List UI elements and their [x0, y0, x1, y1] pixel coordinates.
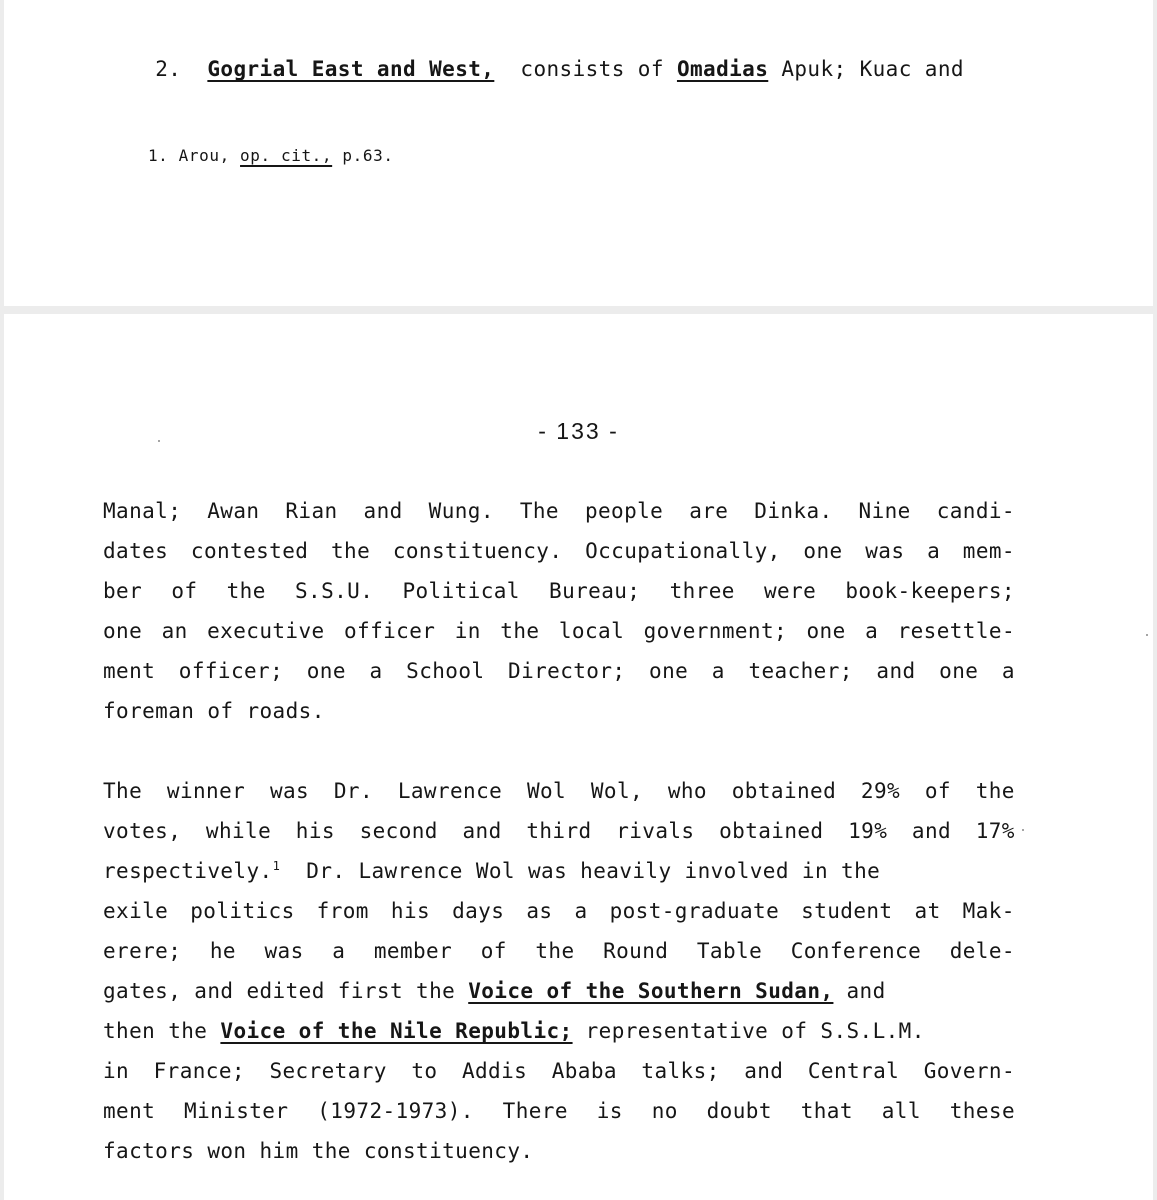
- word: the: [500, 619, 540, 643]
- word: third: [526, 819, 592, 843]
- paragraph-line: factors won him the constituency.: [103, 1139, 534, 1163]
- word: three: [669, 579, 735, 603]
- word: a: [711, 659, 725, 683]
- word: his: [390, 899, 431, 923]
- word: Dinka.: [754, 499, 833, 523]
- paragraph-line: then the Voice of the Nile Republic; representative of S.S.L.M.: [103, 1019, 925, 1043]
- footnote: 1. Arou, op. cit., p.63.: [147, 146, 394, 165]
- word: one: [803, 539, 843, 563]
- word: talks;: [641, 1059, 720, 1083]
- word: There: [502, 1099, 568, 1123]
- word: S.S.U.: [294, 579, 374, 603]
- word: Lawrence: [397, 779, 503, 803]
- word: Round: [603, 939, 669, 963]
- word: 29%: [860, 779, 901, 803]
- word: Table: [696, 939, 763, 963]
- word: resettle-: [897, 619, 1015, 643]
- word: one: [306, 659, 346, 683]
- word: a: [865, 619, 879, 643]
- word: Wol: [526, 779, 567, 803]
- word: officer: [343, 619, 436, 643]
- paragraph-line: [103, 1098, 1015, 1124]
- item-title: Gogrial East and West,: [207, 57, 495, 81]
- paragraph-line: [103, 618, 1015, 644]
- scan-speck: [1022, 829, 1024, 831]
- word: dele-: [949, 939, 1015, 963]
- word: government;: [643, 619, 788, 643]
- word: The: [519, 499, 559, 523]
- word: of: [480, 939, 507, 963]
- word: executive: [207, 619, 325, 643]
- word: one: [806, 619, 846, 643]
- paragraph-line: [103, 578, 1015, 604]
- word: one: [649, 659, 689, 683]
- word: post-graduate: [609, 899, 780, 923]
- word: as: [526, 899, 553, 923]
- word: that: [800, 1099, 853, 1123]
- word: obtained: [719, 819, 824, 843]
- item-number: 2.: [155, 57, 182, 81]
- word: and: [462, 819, 502, 843]
- word: was: [264, 939, 304, 963]
- word: while: [205, 819, 272, 843]
- word: the: [535, 939, 575, 963]
- word: from: [316, 899, 369, 923]
- title-voice-nile-republic: Voice of the Nile Republic;: [220, 1019, 573, 1043]
- word: people: [584, 499, 664, 523]
- word: the: [975, 779, 1015, 803]
- word: ment: [103, 1099, 156, 1123]
- word: a: [927, 539, 941, 563]
- paragraph-line: foreman of roads.: [103, 699, 325, 723]
- word: constituency.: [392, 539, 563, 563]
- word: 19%: [848, 819, 888, 843]
- word: at: [914, 899, 941, 923]
- paragraph-line: respectively.$^1$ Dr. Lawrence Wol was heavily involved in the: [103, 859, 881, 883]
- word: to: [411, 1059, 438, 1083]
- word: a: [1001, 659, 1015, 683]
- paragraph-line: [103, 778, 1015, 804]
- page-number: - 133 -: [538, 418, 619, 444]
- word: his: [295, 819, 335, 843]
- word: Govern-: [923, 1059, 1015, 1083]
- word: were: [763, 579, 817, 603]
- word: one: [939, 659, 979, 683]
- word: these: [949, 1099, 1015, 1123]
- word: no: [651, 1099, 678, 1123]
- word: Dr.: [333, 779, 374, 803]
- word: was: [865, 539, 905, 563]
- word: and: [363, 499, 403, 523]
- word: a: [369, 659, 383, 683]
- word: who: [667, 779, 707, 803]
- word: School: [406, 659, 485, 683]
- word: all: [881, 1099, 921, 1123]
- word: The: [103, 779, 143, 803]
- footnote-ref: 1: [272, 859, 281, 873]
- word: in: [103, 1059, 130, 1083]
- word: a: [332, 939, 346, 963]
- word: one: [103, 619, 143, 643]
- word: Secretary: [269, 1059, 387, 1083]
- word: France;: [153, 1059, 245, 1083]
- word: a: [574, 899, 588, 923]
- word: Mak-: [962, 899, 1015, 923]
- word: Nine: [858, 499, 911, 523]
- word: teacher;: [748, 659, 853, 683]
- word: Awan: [207, 499, 260, 523]
- word: votes,: [103, 819, 182, 843]
- word: politics: [190, 899, 295, 923]
- word: contested: [190, 539, 309, 563]
- word: mem-: [962, 539, 1015, 563]
- word: Rian: [285, 499, 338, 523]
- word: the: [226, 579, 266, 603]
- word: student: [801, 899, 893, 923]
- word: exile: [103, 899, 169, 923]
- word: officer;: [178, 659, 284, 683]
- word: obtained: [731, 779, 837, 803]
- word: Political: [402, 579, 520, 603]
- item-text: consists of: [520, 57, 664, 81]
- word: Director;: [508, 659, 626, 683]
- item-text: Apuk; Kuac and: [781, 57, 964, 81]
- word: Wol,: [590, 779, 644, 803]
- word: Ababa: [551, 1059, 617, 1083]
- word: Occupationally,: [585, 539, 781, 563]
- word: and: [744, 1059, 784, 1083]
- word: and: [876, 659, 916, 683]
- word: an: [161, 619, 188, 643]
- word: of: [924, 779, 951, 803]
- page-bottom: [4, 314, 1153, 1200]
- word: candi-: [936, 499, 1015, 523]
- word: doubt: [706, 1099, 772, 1123]
- word: ment: [103, 659, 156, 683]
- word: 17%: [975, 819, 1015, 843]
- page-top: [4, 0, 1153, 306]
- word: (1972-1973).: [317, 1099, 474, 1123]
- paragraph-line: [103, 898, 1015, 924]
- word: and: [911, 819, 952, 843]
- footnote-term: op. cit.,: [240, 146, 333, 165]
- word: days: [452, 899, 505, 923]
- title-voice-southern-sudan: Voice of the Southern Sudan,: [468, 979, 834, 1003]
- scan-speck: [1146, 634, 1148, 636]
- word: Bureau;: [549, 579, 641, 603]
- word: erere;: [103, 939, 182, 963]
- paragraph-line: [103, 538, 1015, 564]
- word: in: [454, 619, 481, 643]
- word: Addis: [461, 1059, 528, 1083]
- item-term: Omadias: [676, 57, 769, 81]
- word: Minister: [184, 1099, 289, 1123]
- paragraph-line: [103, 658, 1015, 684]
- word: the: [330, 539, 371, 563]
- word: he: [209, 939, 236, 963]
- word: winner: [166, 779, 246, 803]
- list-item-gogrial: [103, 30, 1015, 108]
- paragraph-line: gates, and edited first the Voice of the Southern Sudan, and: [103, 979, 886, 1003]
- paragraph-line: [103, 498, 1015, 524]
- word: Manal;: [103, 499, 182, 523]
- word: Central: [807, 1059, 900, 1083]
- word: was: [269, 779, 310, 803]
- word: dates: [103, 539, 169, 563]
- word: book-keepers;: [845, 579, 1015, 603]
- word: Conference: [790, 939, 922, 963]
- paragraph-line: [103, 938, 1015, 964]
- word: second: [359, 819, 438, 843]
- paragraph-line: [103, 818, 1015, 844]
- scan-speck: [158, 440, 160, 442]
- word: Wung.: [428, 499, 494, 523]
- word: member: [373, 939, 453, 963]
- paragraph-line: [103, 1058, 1015, 1084]
- word: rivals: [616, 819, 695, 843]
- word: ber: [103, 579, 143, 603]
- word: local: [558, 619, 625, 643]
- word: is: [596, 1099, 623, 1123]
- word: are: [689, 499, 729, 523]
- word: of: [171, 579, 198, 603]
